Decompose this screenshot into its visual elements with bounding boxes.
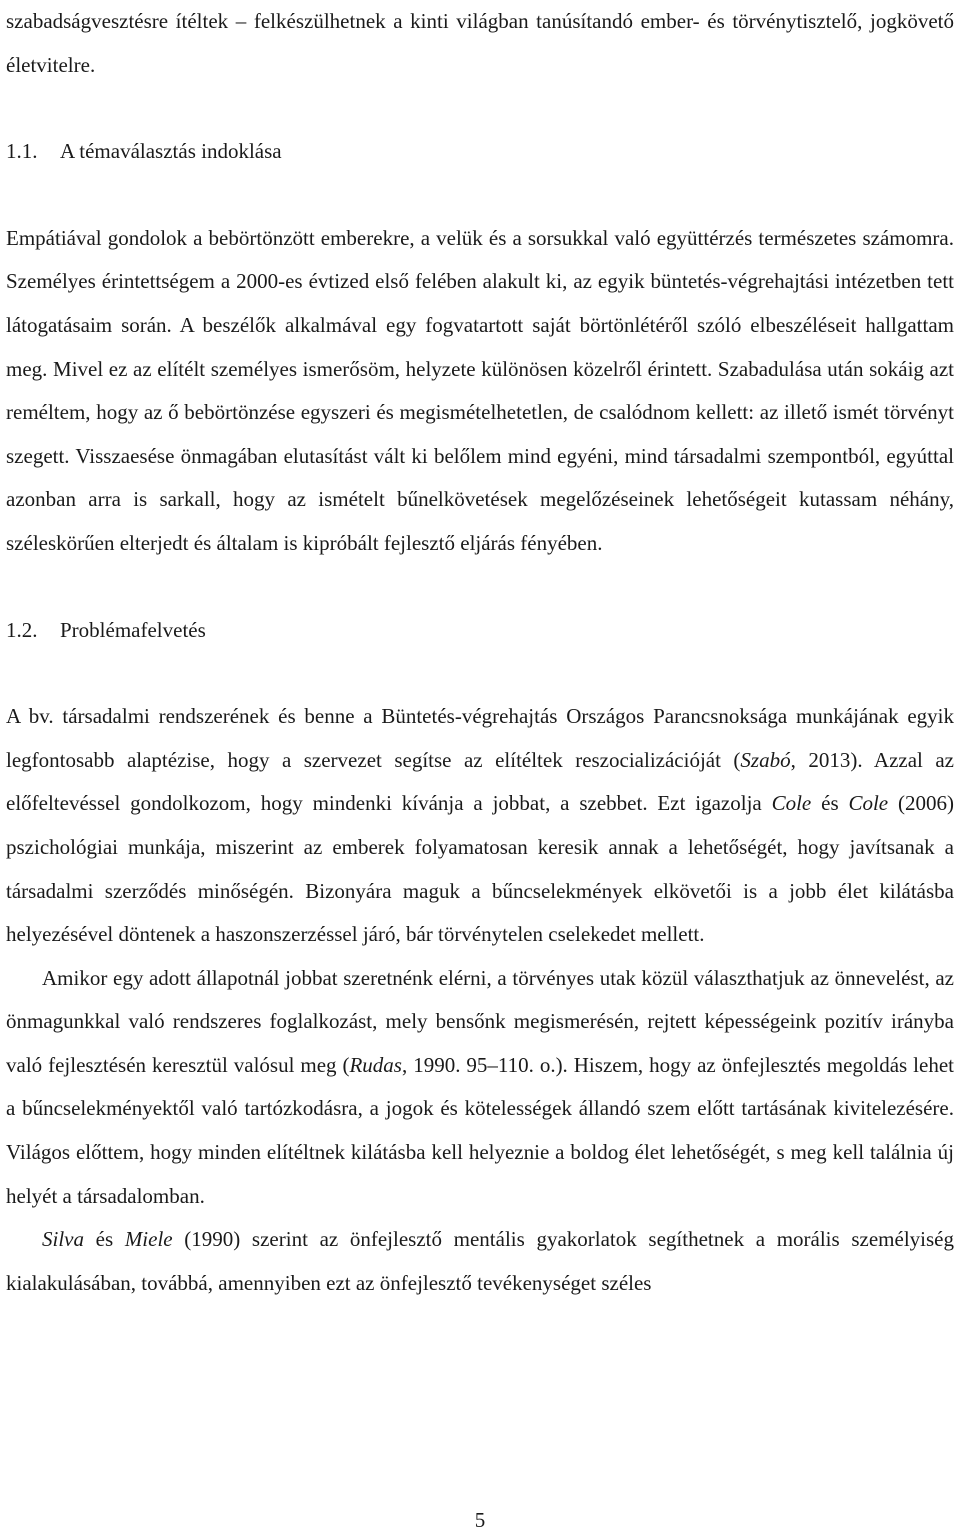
document-page bbox=[6, 0, 954, 1305]
citation-author: Rudas bbox=[349, 1052, 402, 1077]
section-1-2-paragraph-1 bbox=[6, 695, 954, 957]
section-number: 1.1. bbox=[6, 139, 38, 164]
intro-paragraph: szabadságvesztésre ítéltek – felkészülhetnek a kinti világban tanúsítandó ember- és törvénytisztelő, jogkövető életvitelre. bbox=[6, 9, 954, 77]
text-run: Amikor egy adott állapotnál jobbat szeretnénk elérni, a törvényes utak közül választhatjuk az önnevelést, az önmagunkkal való rendszeres foglalkozást, mely bensőnk megismerésén, rejtett képességeink pozitív irányba való fejlesztésén keresztül valósul meg ( bbox=[6, 965, 954, 1077]
text-run: A bv. társadalmi rendszerének és benne a Büntetés-végrehajtás Országos Parancsnoksága munkájának egyik legfontosabb alaptézise, hogy a szervezet segítse az elítéltek reszocializációját ( bbox=[6, 704, 954, 772]
text-run: (1990) szerint az önfejlesztő mentális gyakorlatok segíthetnek a morális személyiség kialakulásában, továbbá, amennyiben ezt az önfejlesztő tevékenységet széles bbox=[6, 1227, 954, 1295]
citation-author: Silva bbox=[42, 1227, 84, 1252]
section-title: Problémafelvetés bbox=[60, 617, 206, 642]
citation-author: Szabó bbox=[740, 747, 791, 772]
text-run: , 1990. 95–110. o.). Hiszem, hogy az önfejlesztés megoldás lehet a bűncselekményektől való tartózkodásra, a jogok és kötelességek állandó szem előtt tartásának kivitelezésére. Világos előttem, hogy minden elítéltnek kilátásba kell helyeznie a boldog élet lehetőségét, s meg kell találnia új helyét a társadalomban. bbox=[6, 1052, 954, 1208]
section-heading-1-1 bbox=[6, 130, 954, 174]
citation-author: Cole bbox=[771, 791, 812, 816]
section-1-2-paragraph-2 bbox=[6, 957, 954, 1219]
citation-author: Miele bbox=[124, 1227, 173, 1252]
text-run: és bbox=[811, 791, 849, 816]
citation-author: Cole bbox=[848, 791, 889, 816]
spacer bbox=[6, 87, 954, 130]
text-run: , 2013). Azzal az előfeltevéssel gondolkozom, hogy mindenki kívánja a jobbat, a szebbet. Ezt igazolja bbox=[6, 747, 954, 816]
text-run: (2006) pszichológiai munkája, miszerint az emberek folyamatosan keresik annak a lehetőségét, hogy javítsanak a társadalmi szerződés minőségén. Bizonyára maguk a bűncselekmények elkövetői is a jobb élet kilátásba helyezésével döntenek a haszonszerzéssel járó, bár törvénytelen cselekedet mellett. bbox=[6, 791, 954, 947]
section-number: 1.2. bbox=[6, 617, 38, 642]
section-1-1-paragraph: Empátiával gondolok a bebörtönzött emberekre, a velük és a sorsukkal való együttérzés természetes számomra. Személyes érintettségem a 2000-es évtized első felében alakult ki, az egyik büntetés-végrehajtási intézetben tett látogatásaim során. A beszélők alkalmával egy fogvatartott saját börtönlétéről szóló elbeszéléseit hallgattam meg. Mivel ez az elítélt személyes ismerősöm, helyzete különösen közelről érintett. Szabadulása után sokáig azt reméltem, hogy az ő bebörtönzése egyszeri és megismételhetetlen, de csalódnom kellett: az illető ismét törvényt szegett. Visszaesése önmagában elutasítást vált ki belőlem mind egyéni, mind társadalmi szempontból, egyúttal azonban arra is sarkall, hogy az ismételt bűnelkövetések megelőzéseinek lehetőségeit kutassam néhány, széleskörűen elterjedt és általam is kipróbált fejlesztő eljárás fényében. bbox=[6, 225, 954, 555]
spacer bbox=[6, 566, 954, 609]
section-heading-1-2 bbox=[6, 609, 954, 653]
spacer bbox=[6, 652, 954, 695]
page-number: 5 bbox=[474, 1508, 486, 1532]
spacer bbox=[6, 174, 954, 217]
text-run: és bbox=[84, 1227, 125, 1252]
section-1-2-paragraph-3 bbox=[6, 1218, 954, 1305]
section-title: A témaválasztás indoklása bbox=[60, 139, 282, 164]
